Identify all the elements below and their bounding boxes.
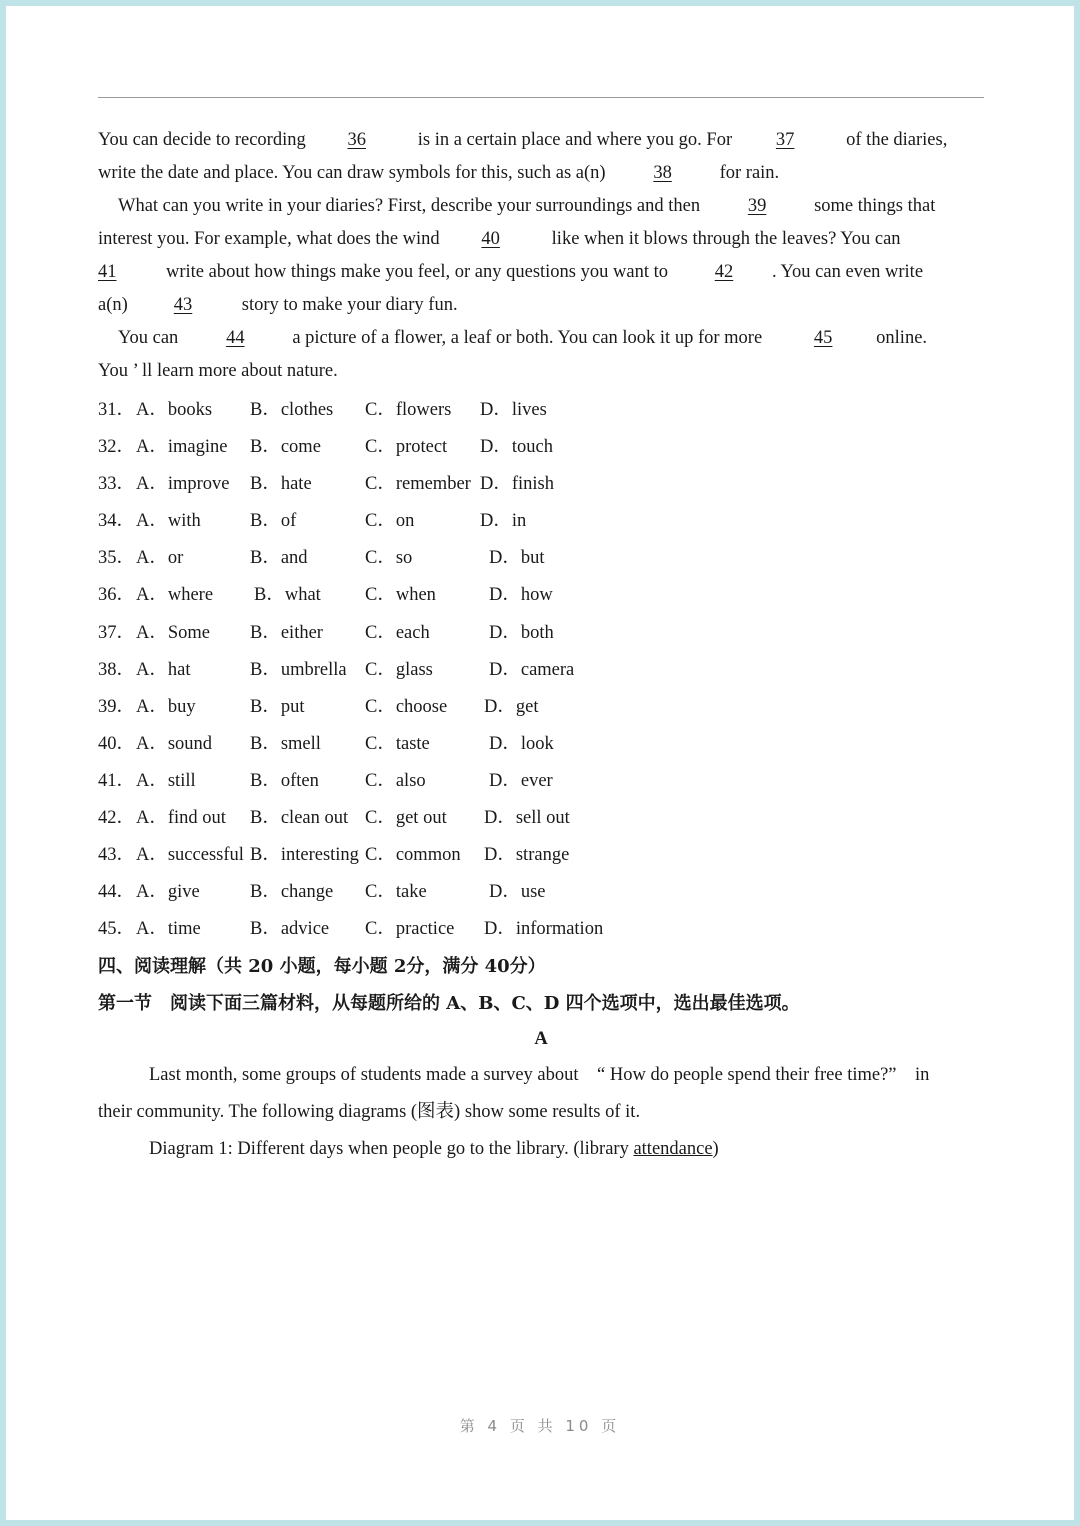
- passage-line: interest you. For example, what does the wind 40 like when it blows through the leaves? You can: [98, 223, 984, 256]
- question-row: 43． A．successful B．interesting C．common D．strange: [98, 845, 570, 866]
- blank-38: 38: [653, 163, 672, 183]
- question-row: 44． A．give B．change C．take D．use: [98, 882, 546, 903]
- blank-37: 37: [775, 130, 795, 150]
- question-row: 33． A．improve B．hate C．remember D．finish: [98, 474, 555, 495]
- question-row: 39． A．buy B．put C．choose D．get: [98, 696, 539, 717]
- blank-39: 39: [747, 196, 767, 216]
- blank-36: 36: [347, 130, 366, 150]
- question-row: 36． A．where B．what C．when D．how: [98, 585, 553, 606]
- question-row: 31． A．books B．clothes C．flowers D．lives: [98, 400, 547, 420]
- diagram-caption: Diagram 1: Different days when people go to the library. (library attendance): [149, 1139, 719, 1160]
- part-instruction: 第一节 阅读下面三篇材料，从每题所给的 A、B、C、D 四个选项中，选出最佳选项。: [98, 993, 800, 1015]
- blank-45: 45: [813, 328, 833, 348]
- question-list: [98, 392, 984, 948]
- question-row: 45． A．time B．advice C．practice D．information: [98, 919, 604, 940]
- question-row: 41． A．still B．often C．also D．ever: [98, 770, 553, 791]
- header-rule: [98, 97, 984, 98]
- passage-line: You ’ ll learn more about nature.: [98, 361, 338, 381]
- question-row: 42． A．find out B．clean out C．get out D．sell out: [98, 808, 570, 829]
- passage-line: 41 write about how things make you feel, or any questions you want to 42 . You can even write: [98, 256, 984, 289]
- question-row: 35． A．or B．and C．so D．but: [98, 548, 545, 569]
- passage-letter: A: [534, 1029, 548, 1050]
- section-title: 四、阅读理解（共 20 小题，每小题 2分，满分 40分）: [98, 956, 546, 978]
- blank-43: 43: [173, 295, 193, 315]
- passage-line: What can you write in your diaries? First, describe your surroundings and then 39 some things that: [98, 190, 984, 223]
- blank-42: 42: [714, 262, 734, 282]
- question-row: 38． A．hat B．umbrella C．glass D．camera: [98, 659, 575, 680]
- reading-paragraph: Last month, some groups of students made a survey about “ How do people spend their free time?” in their community. The following diagrams (图表) show some results of it.: [98, 1065, 930, 1123]
- blank-44: 44: [226, 328, 245, 348]
- page-number: 第 4 页 共 10 页: [459, 1417, 621, 1435]
- question-row: 34． A．with B．of C．on D．in: [98, 511, 527, 532]
- blank-41: 41: [98, 262, 117, 282]
- question-row: 32． A．imagine B．come C．protect D．touch: [98, 437, 553, 458]
- blank-40: 40: [481, 229, 500, 249]
- passage-line: write the date and place. You can draw symbols for this, such as a(n) 38 for rain.: [98, 157, 984, 190]
- passage-line: a(n) 43 story to make your diary fun.: [98, 289, 984, 322]
- passage-line: You can 44 a picture of a flower, a leaf or both. You can look it up for more 45 online.: [98, 322, 984, 355]
- question-row: 37． A．Some B．either C．each D．both: [98, 622, 554, 643]
- question-row: 40． A．sound B．smell C．taste D．look: [98, 733, 554, 754]
- page-content: [98, 124, 984, 1167]
- passage-line: You can decide to recording 36 is in a certain place and where you go. For 37 of the diaries,: [98, 124, 984, 157]
